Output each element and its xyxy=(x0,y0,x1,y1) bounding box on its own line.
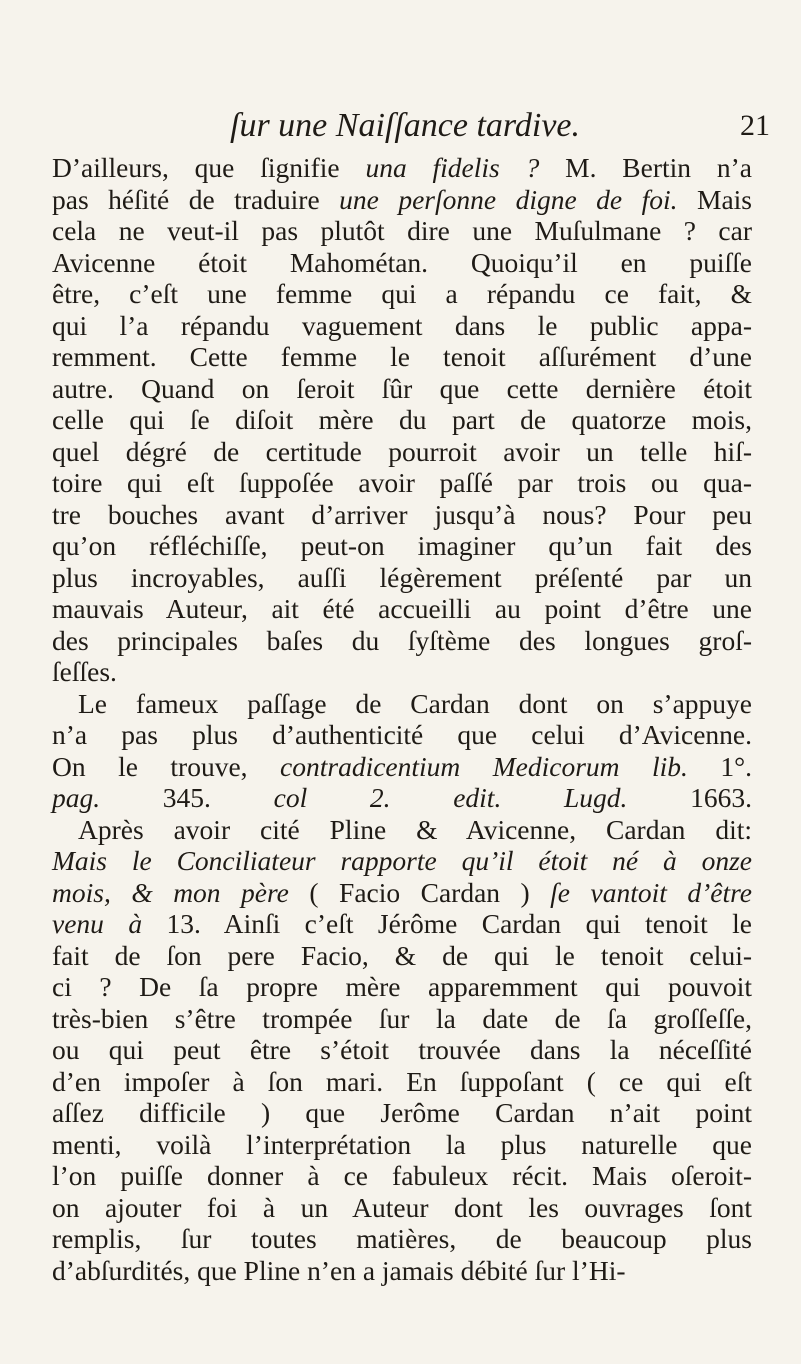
text-line xyxy=(52,1192,752,1224)
text-line xyxy=(52,751,752,783)
running-title: ſur une Naiſſance tardive. xyxy=(230,107,581,144)
page-number: 21 xyxy=(740,109,770,142)
text-line xyxy=(52,341,752,373)
text-line xyxy=(52,278,752,310)
text-line xyxy=(52,940,752,972)
italic-text: ſe vantoit d’être xyxy=(550,876,752,908)
text-line xyxy=(52,404,752,436)
text-line xyxy=(52,467,752,499)
italic-text: una fidelis ? xyxy=(365,152,540,183)
text-line xyxy=(52,1097,752,1129)
text-line xyxy=(52,1003,752,1035)
text-line xyxy=(52,1255,752,1287)
italic-text: venu à xyxy=(52,908,143,939)
text-segment: Le fameux paſſage de Cardan dont on s’appuye xyxy=(78,687,752,719)
text-segment: M. Bertin n’a xyxy=(539,152,752,183)
text-segment: aſſez difficile ) que Jerôme Cardan n’ait point xyxy=(52,1097,752,1128)
text-line xyxy=(52,499,752,531)
text-line xyxy=(52,908,752,940)
text-segment: l’on puiſſe donner à ce fabuleux récit. Mais oſeroit- xyxy=(52,1160,752,1191)
text-segment: pas héſité de traduire xyxy=(52,183,340,215)
text-segment: celle qui ſe diſoit mère du part de quatorze mois, xyxy=(52,404,752,435)
text-segment: 1663. xyxy=(627,782,752,813)
text-segment: plus incroyables, auſſi légèrement préſenté par un xyxy=(52,561,752,593)
text-line xyxy=(52,1034,752,1066)
text-line xyxy=(52,719,752,751)
italic-text: pag. xyxy=(52,782,101,813)
text-segment: qui l’a répandu vaguement dans le public appa- xyxy=(52,309,752,341)
text-segment: être, c’eſt une femme qui a répandu ce fait, & xyxy=(52,278,752,309)
text-line xyxy=(52,1160,752,1192)
text-segment: D’ailleurs, que ſignifie xyxy=(52,152,366,183)
text-segment: menti, voilà l’interprétation la plus naturelle que xyxy=(52,1128,752,1160)
text-segment: remment. Cette femme le tenoit aſſurément d’une xyxy=(52,341,752,372)
italic-text: mois, & mon père xyxy=(52,876,289,908)
text-line xyxy=(52,562,752,594)
text-segment: ( Facio Cardan ) xyxy=(288,876,551,908)
text-line xyxy=(52,215,752,247)
text-line xyxy=(52,814,752,846)
text-segment: remplis, ſur toutes matières, de beaucoup plus xyxy=(52,1223,752,1254)
text-line xyxy=(52,247,752,279)
text-segment: mauvais Auteur, ait été accueilli au point d’être une xyxy=(52,593,752,624)
text-line xyxy=(52,1129,752,1161)
text-segment: Mais xyxy=(677,183,752,215)
text-line xyxy=(52,436,752,468)
text-segment: très-bien s’être trompée ſur la date de ſa groſſeſſe, xyxy=(52,1002,752,1034)
text-segment: On le trouve, xyxy=(52,750,281,782)
text-line xyxy=(52,593,752,625)
text-segment: d’en impoſer à ſon mari. En ſuppoſant ( ce qui eſt xyxy=(52,1065,752,1097)
italic-text: Mais le Conciliateur rapporte qu’il étoit né à onze xyxy=(52,845,752,876)
italic-text: contradicentium Medicorum lib. xyxy=(280,750,688,782)
text-segment: 345. xyxy=(100,782,274,813)
text-line xyxy=(52,310,752,342)
text-line xyxy=(52,625,752,657)
text-line xyxy=(52,152,752,184)
text-segment: qu’on réfléchiſſe, peut-on imaginer qu’un fait des xyxy=(52,530,752,561)
text-line xyxy=(52,656,752,688)
text-line xyxy=(52,184,752,216)
text-segment: cela ne veut-il pas plutôt dire une Muſulmane ? car xyxy=(52,215,752,246)
italic-text: une perſonne digne de foi. xyxy=(339,183,678,215)
text-line xyxy=(52,688,752,720)
text-line xyxy=(52,530,752,562)
text-line xyxy=(52,1223,752,1255)
text-line xyxy=(52,845,752,877)
text-segment: fait de ſon pere Facio, & de qui le tenoit celui- xyxy=(52,939,752,971)
text-segment: Avicenne étoit Mahométan. Quoiqu’il en puiſſe xyxy=(52,246,752,278)
text-segment: toire qui eſt ſuppoſée avoir paſſé par trois ou qua- xyxy=(52,467,752,498)
text-segment: autre. Quand on ſeroit ſûr que cette dernière étoit xyxy=(52,372,752,404)
text-segment: Après avoir cité Pline & Avicenne, Cardan dit: xyxy=(78,813,752,845)
running-header xyxy=(210,100,770,152)
text-line xyxy=(52,373,752,405)
text-line xyxy=(52,877,752,909)
text-segment: tre bouches avant d’arriver jusqu’à nous? Pour peu xyxy=(52,498,752,530)
text-segment: ſeſſes. xyxy=(52,656,117,687)
text-segment: 13. Ainſi c’eſt Jérôme Cardan qui tenoit le xyxy=(142,908,752,939)
text-segment: ou qui peut être s’étoit trouvée dans la néceſſité xyxy=(52,1034,752,1065)
text-segment: on ajouter foi à un Auteur dont les ouvrages ſont xyxy=(52,1191,752,1223)
text-segment: d’abſurdités, que Pline n’en a jamais débité ſur l’Hi- xyxy=(52,1254,626,1286)
text-line xyxy=(52,782,752,814)
text-segment: ci ? De ſa propre mère apparemment qui pouvoit xyxy=(52,971,752,1002)
italic-text: col 2. edit. Lugd. xyxy=(273,782,628,813)
text-segment: des principales baſes du ſyſtème des longues groſ- xyxy=(52,624,752,656)
text-segment: n’a pas plus d’authenticité que celui d’Avicenne. xyxy=(52,719,752,750)
body-text xyxy=(52,152,752,1286)
text-line xyxy=(52,971,752,1003)
text-segment: quel dégré de certitude pourroit avoir un telle hiſ- xyxy=(52,435,752,467)
text-line xyxy=(52,1066,752,1098)
text-segment: 1°. xyxy=(687,750,752,782)
